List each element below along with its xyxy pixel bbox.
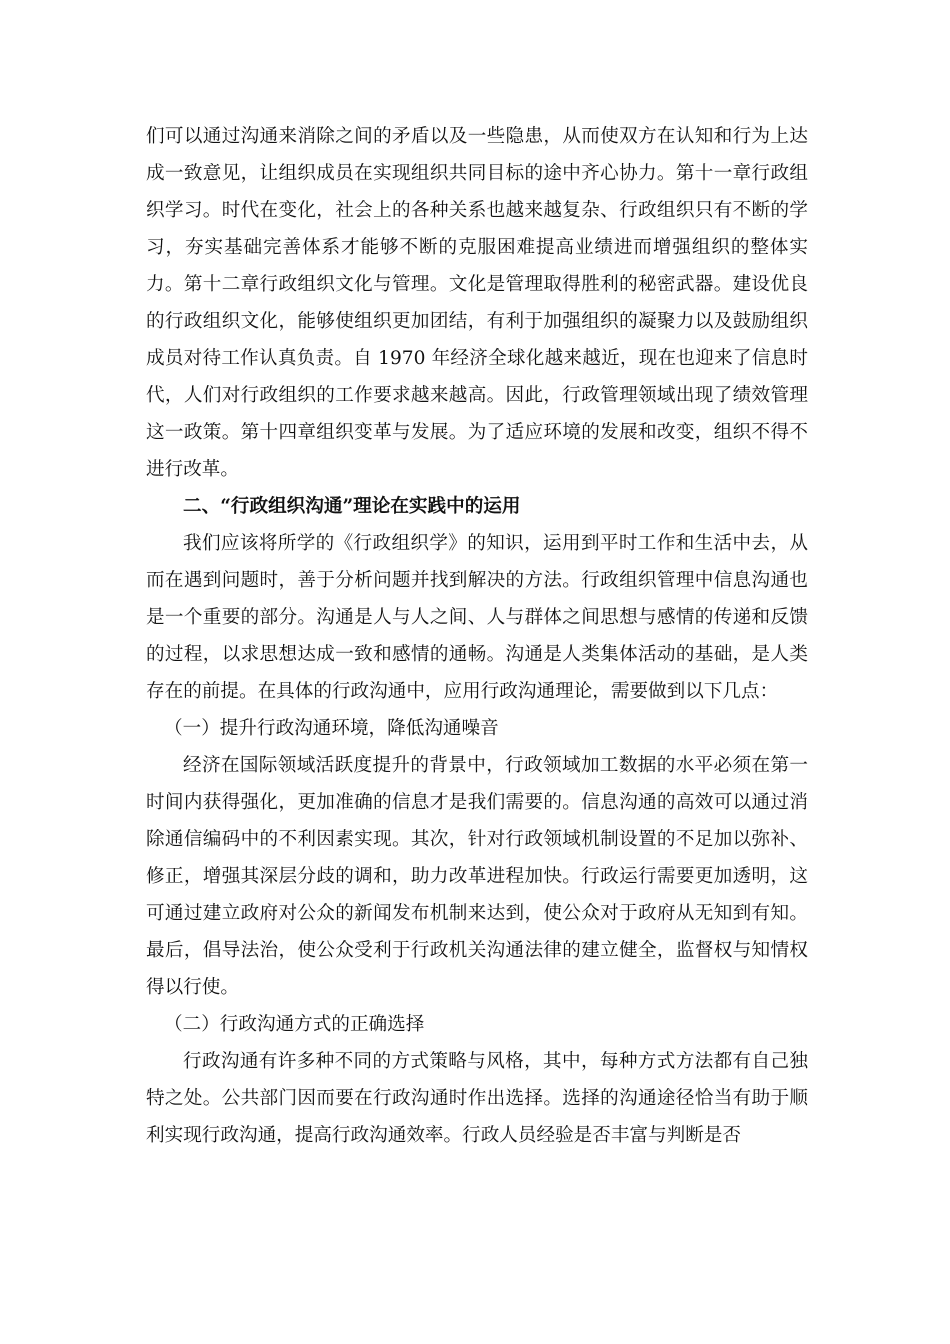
document-body (146, 118, 808, 1154)
section-heading-2: 二、“行政组织沟通”理论在实践中的运用 (183, 496, 521, 517)
paragraph-intro: 我们应该将所学的《行政组织学》的知识，运用到平时工作和生活中去，从而在遇到问题时，善于分析问题并找到解决的方法。行政组织管理中信息沟通也是一个重要的部分。沟通是人与人之间、人与群体之间思想与感情的传递和反馈的过程，以求思想达成一致和感情的通畅。沟通是人类集体活动的基础，是人类存在的前提。在具体的行政沟通中，应用行政沟通理论，需要做到以下几点： (146, 533, 808, 702)
paragraph-sub-2: 行政沟通有许多种不同的方式策略与风格，其中，每种方式方法都有自己独特之处。公共部门因而要在行政沟通时作出选择。选择的沟通途径恰当有助于顺利实现行政沟通，提高行政沟通效率。行政人员经验是否丰富与判断是否 (146, 1051, 808, 1146)
paragraph-sub-1: 经济在国际领域活跃度提升的背景中，行政领域加工数据的水平必须在第一时间内获得强化，更加准确的信息才是我们需要的。信息沟通的高效可以通过消除通信编码中的不利因素实现。其次，针对行政领域机制设置的不足加以弥补、修正，增强其深层分歧的调和，助力改革进程加快。行政运行需要更加透明，这可通过建立政府对公众的新闻发布机制来达到，使公众对于政府从无知到有知。最后，倡导法治，使公众受利于行政机关沟通法律的建立健全，监督权与知情权得以行使。 (146, 755, 808, 998)
subheading-1: （一）提升行政沟通环境，降低沟通噪音 (164, 718, 499, 739)
subheading-2: （二）行政沟通方式的正确选择 (164, 1014, 425, 1035)
paragraph-continued: 们可以通过沟通来消除之间的矛盾以及一些隐患，从而使双方在认知和行为上达成一致意见，让组织成员在实现组织共同目标的途中齐心协力。第十一章行政组织学习。时代在变化，社会上的各种关系也越来越复杂、行政组织只有不断的学习，夯实基础完善体系才能够不断的克服困难提高业绩进而增强组织的整体实力。第十二章行政组织文化与管理。文化是管理取得胜利的秘密武器。建设优良的行政组织文化，能够使组织更加团结，有利于加强组织的凝聚力以及鼓励组织成员对待工作认真负责。自 1970 年经济全球化越来越近，现在也迎来了信息时代，人们对行政组织的工作要求越来越高。因此，行政管理领域出现了绩效管理这一政策。第十四章组织变革与发展。为了适应环境的发展和改变，组织不得不进行改革。 (146, 126, 808, 480)
